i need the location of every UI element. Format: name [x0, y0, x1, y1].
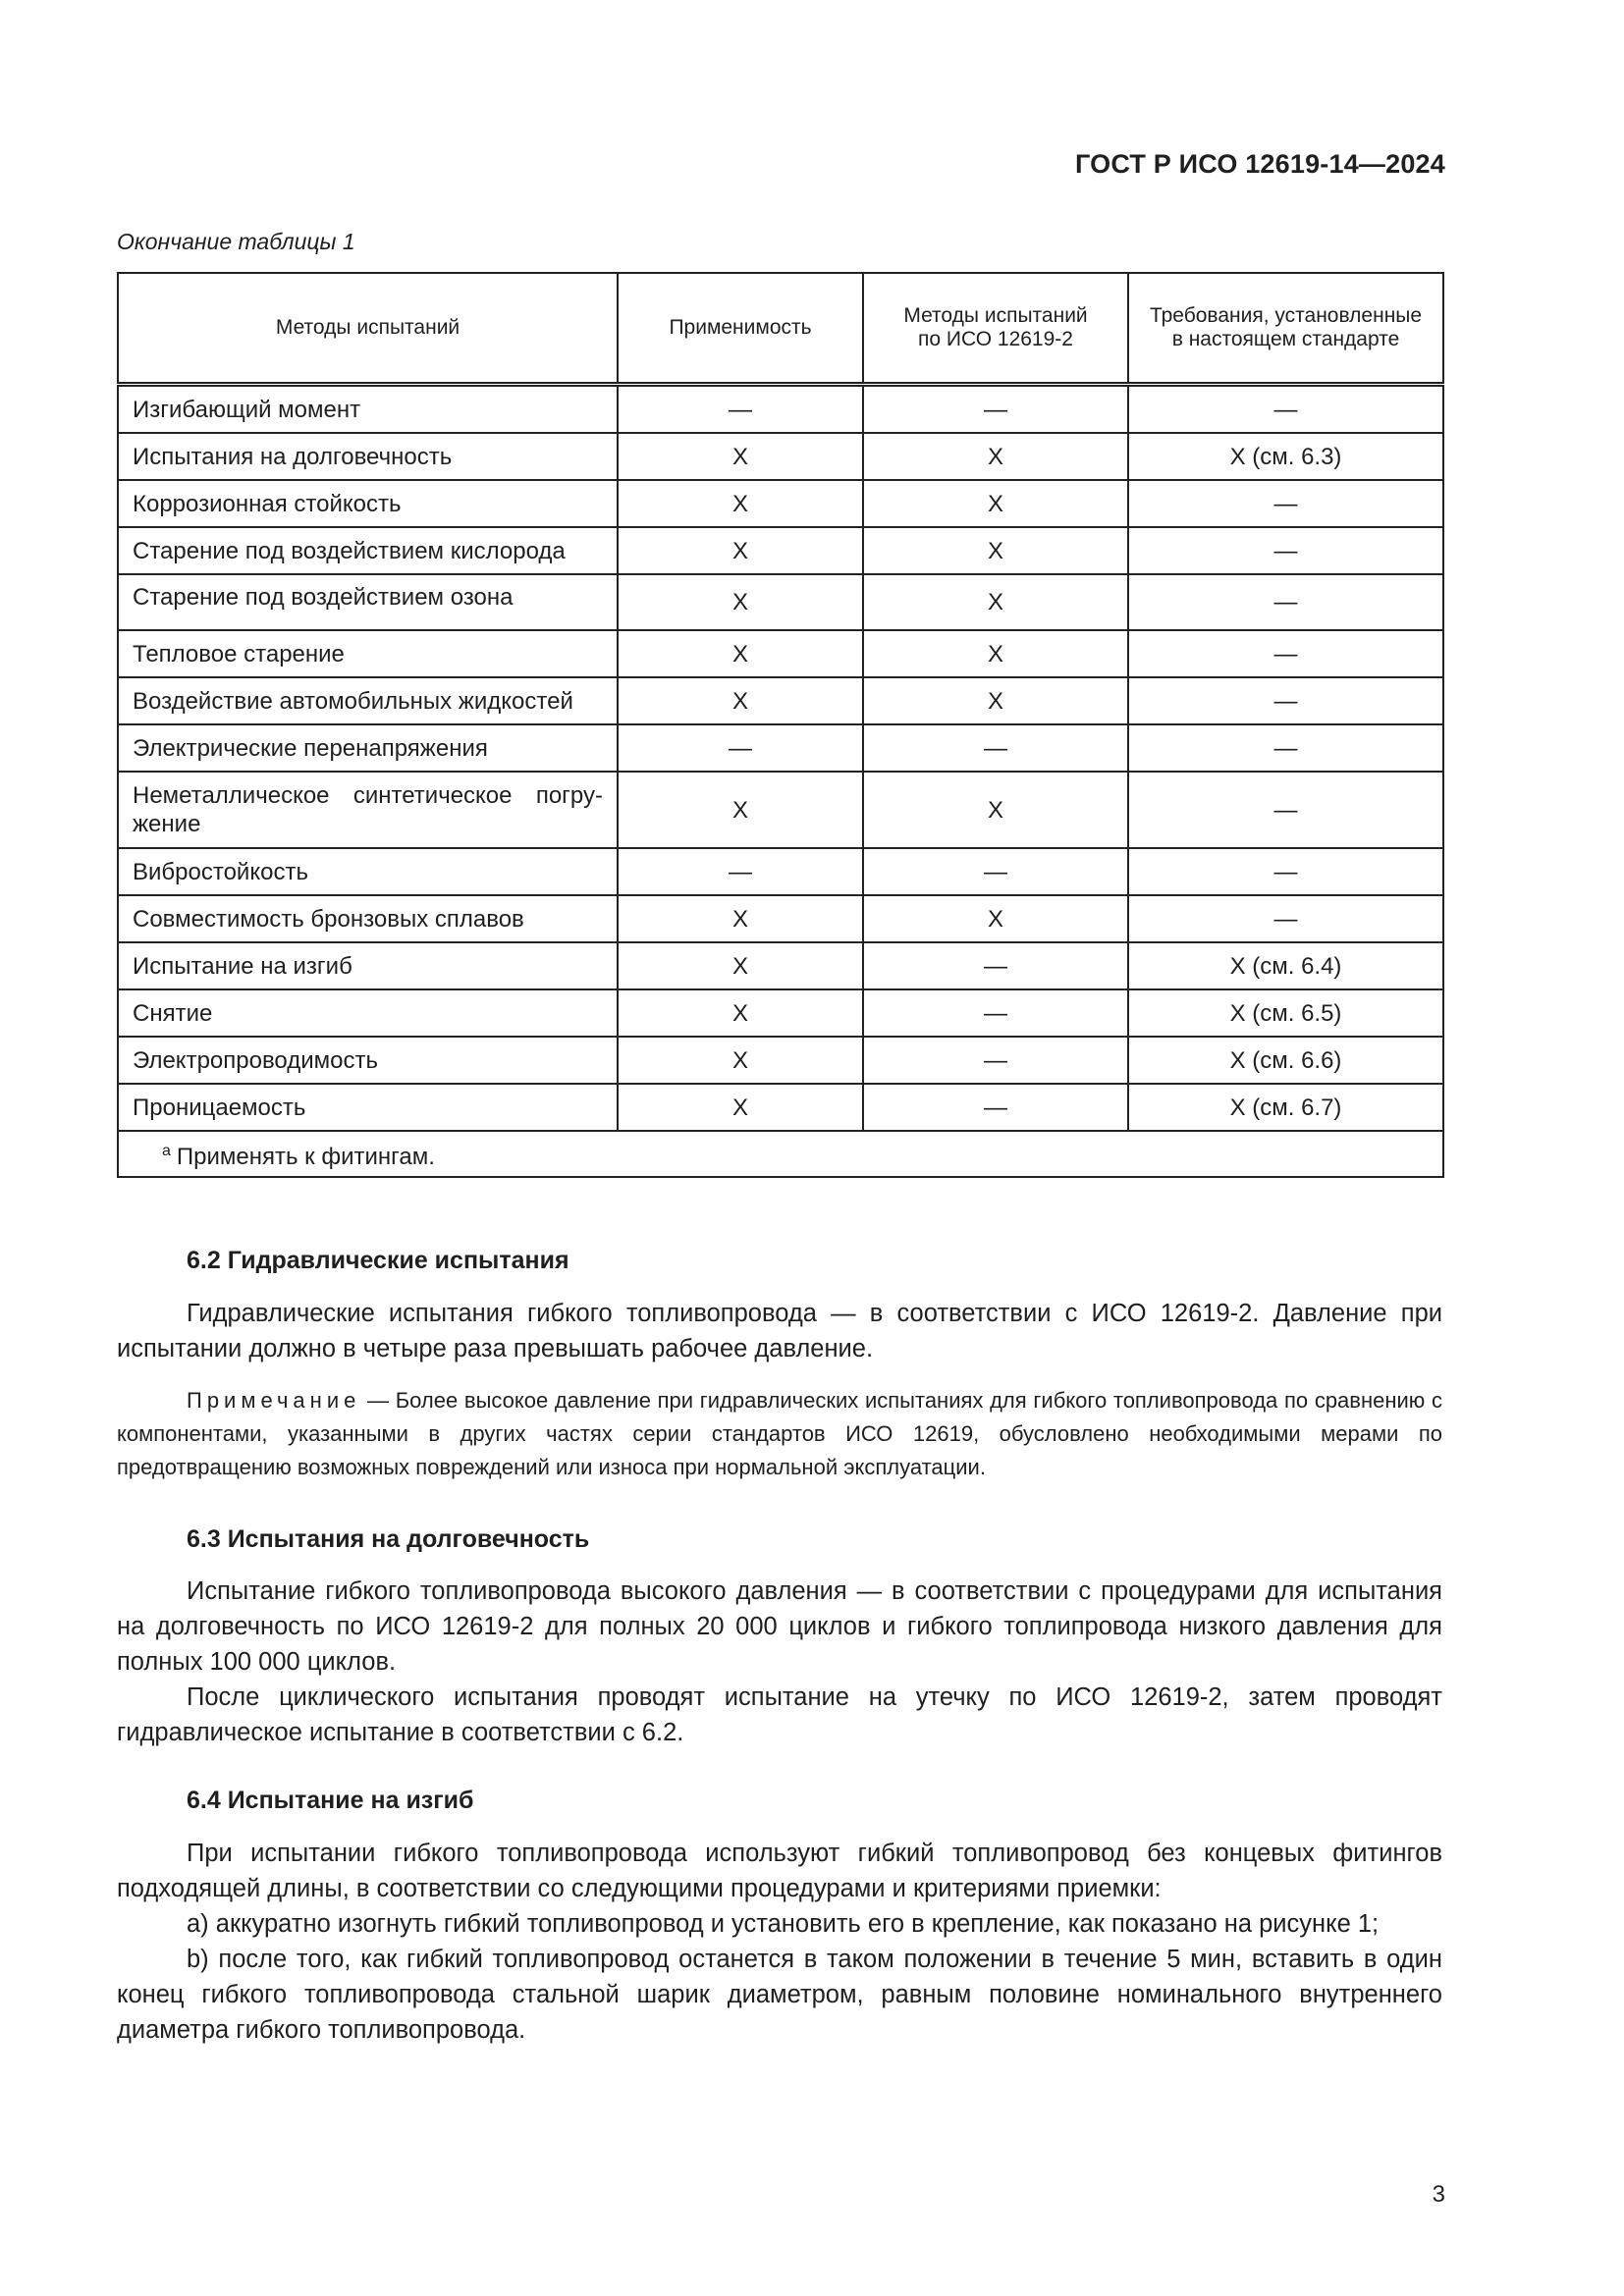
table-footnote-row — [118, 1131, 1443, 1177]
table-cell: Старение под воздействием озона — [118, 574, 618, 630]
table-cell: X — [618, 989, 863, 1037]
section-6-2-text — [117, 1296, 1442, 1366]
table-row — [118, 1084, 1443, 1131]
table-cell: X (см. 6.6) — [1128, 1037, 1443, 1084]
table-cell: — — [1128, 895, 1443, 942]
table-row — [118, 895, 1443, 942]
list-item: a) аккуратно изогнуть гибкий топливопровод и установить его в крепление, как показано на рисунке 1; — [187, 1910, 1380, 1938]
table-row — [118, 1037, 1443, 1084]
table-cell: — — [863, 385, 1128, 434]
table-row — [118, 848, 1443, 895]
table-cell: X — [618, 895, 863, 942]
table-cell: X — [618, 942, 863, 989]
table-cell: Вибростойкость — [118, 848, 618, 895]
table-cell: X — [618, 480, 863, 527]
table-header-row — [118, 273, 1443, 385]
table-cell: Совместимость бронзовых сплавов — [118, 895, 618, 942]
table-cell: Испытания на долговечность — [118, 433, 618, 480]
table-cell: — — [1128, 677, 1443, 724]
table-cell: X — [863, 433, 1128, 480]
table-footnote — [118, 1131, 1443, 1177]
table-cell: X — [618, 1084, 863, 1131]
table-cell: X — [618, 677, 863, 724]
paragraph: Испытание гибкого топливопровода высокого давления — в соответствии с процедурами для испытания на долговечность по ИСО 12619-2 для полных 20 000 циклов и гибкого топлипровода низкого давления для полных 100 000 циклов. — [117, 1577, 1442, 1676]
table-row — [118, 772, 1443, 848]
table-cell: — — [1128, 527, 1443, 574]
table-cell: X (см. 6.4) — [1128, 942, 1443, 989]
note-label: Примечание — [187, 1388, 361, 1413]
table-row — [118, 942, 1443, 989]
table-cell: X — [618, 630, 863, 677]
table-row — [118, 724, 1443, 772]
table-cell: X — [618, 1037, 863, 1084]
table-cell: Старение под воздействием кислорода — [118, 527, 618, 574]
table-cell: — — [618, 724, 863, 772]
table-cell: — — [863, 1084, 1128, 1131]
footnote-text: Применять к фитингам. — [176, 1144, 435, 1170]
table-cell: X — [618, 433, 863, 480]
standard-code: ГОСТ Р ИСО 12619-14—2024 — [1075, 149, 1445, 179]
table-cell: X — [863, 630, 1128, 677]
note-paragraph — [117, 1384, 1442, 1484]
table-cell: X — [863, 677, 1128, 724]
note-text: — Более высокое давление при гидравлических испытаниях для гибкого топливопровода по сравнению с компонентами, указанными в других частях серии стандартов ИСО 12619, обусловлено необходимыми мерами по предотвращению возможных повреждений или износа при нормальной эксплуатации. — [117, 1388, 1442, 1479]
table-cell: X — [863, 527, 1128, 574]
section-heading-6-2: 6.2 Гидравлические испытания — [187, 1247, 569, 1274]
table-cell: Электрические перенапряжения — [118, 724, 618, 772]
table-cell: Тепловое старение — [118, 630, 618, 677]
table-row — [118, 527, 1443, 574]
table-row — [118, 574, 1443, 630]
table-cell: — — [1128, 848, 1443, 895]
list-item: b) после того, как гибкий топливопровод останется в таком положении в течение 5 мин, вставить в один конец гибкого топливопровода стальной шарик диаметром, равным половине номинального внутреннего диаметра гибкого топливопровода. — [117, 1946, 1442, 2044]
table-cell: X (см. 6.5) — [1128, 989, 1443, 1037]
section-6-4-text — [117, 1836, 1442, 2048]
table-cell: Изгибающий момент — [118, 385, 618, 434]
table-cell: X — [863, 772, 1128, 848]
table-row — [118, 385, 1443, 434]
paragraph: При испытании гибкого топливопровода используют гибкий топливопровод без концевых фитингов подходящей длины, в соответствии со следующими процедурами и критериями приемки: — [117, 1840, 1442, 1902]
table-cell: — — [1128, 480, 1443, 527]
table-caption: Окончание таблицы 1 — [117, 229, 355, 254]
table-cell: — — [618, 385, 863, 434]
column-header: Методы испытаний по ИСО 12619-2 — [863, 273, 1128, 385]
table-cell: — — [1128, 724, 1443, 772]
table-cell: X — [618, 772, 863, 848]
column-header: Методы испытаний — [118, 273, 618, 385]
table-row — [118, 433, 1443, 480]
table-cell: X (см. 6.3) — [1128, 433, 1443, 480]
page-number: 3 — [1432, 2181, 1445, 2208]
table-cell: Испытание на изгиб — [118, 942, 618, 989]
table-cell: — — [863, 942, 1128, 989]
table-cell: — — [1128, 385, 1443, 434]
table-cell: X — [863, 895, 1128, 942]
table-cell: Проницаемость — [118, 1084, 618, 1131]
table-cell: — — [863, 989, 1128, 1037]
section-heading-6-3: 6.3 Испытания на долговечность — [187, 1525, 590, 1553]
paragraph: Гидравлические испытания гибкого топливопровода — в соответствии с ИСО 12619-2. Давление при испытании должно в четыре раза превышать рабочее давление. — [117, 1300, 1442, 1362]
table-row — [118, 480, 1443, 527]
table-cell: X — [618, 574, 863, 630]
table-cell: Неметаллическое синтетическое погру-жение — [118, 772, 618, 848]
section-heading-6-4: 6.4 Испытание на изгиб — [187, 1787, 474, 1814]
section-6-3-text — [117, 1574, 1442, 1750]
table-cell: — — [1128, 630, 1443, 677]
section-6-2-note — [117, 1384, 1442, 1484]
table-cell: — — [863, 848, 1128, 895]
table-cell: X — [618, 527, 863, 574]
footnote-mark: a — [162, 1143, 171, 1159]
test-methods-table — [117, 272, 1444, 1178]
column-header: Применимость — [618, 273, 863, 385]
table-cell: — — [618, 848, 863, 895]
table-cell: — — [1128, 574, 1443, 630]
table-cell: — — [863, 724, 1128, 772]
table-cell: — — [863, 1037, 1128, 1084]
paragraph: После циклического испытания проводят испытание на утечку по ИСО 12619-2, затем проводят гидравлическое испытание в соответствии с 6.2. — [117, 1683, 1442, 1746]
table-cell: X — [863, 480, 1128, 527]
table-cell: X — [863, 574, 1128, 630]
table-cell: — — [1128, 772, 1443, 848]
table-row — [118, 630, 1443, 677]
column-header: Требования, установленные в настоящем стандарте — [1128, 273, 1443, 385]
table-row — [118, 989, 1443, 1037]
table-cell: Снятие — [118, 989, 618, 1037]
table-cell: Электропроводимость — [118, 1037, 618, 1084]
table-cell: X (см. 6.7) — [1128, 1084, 1443, 1131]
table-cell: Воздействие автомобильных жидкостей — [118, 677, 618, 724]
table-row — [118, 677, 1443, 724]
table-cell: Коррозионная стойкость — [118, 480, 618, 527]
